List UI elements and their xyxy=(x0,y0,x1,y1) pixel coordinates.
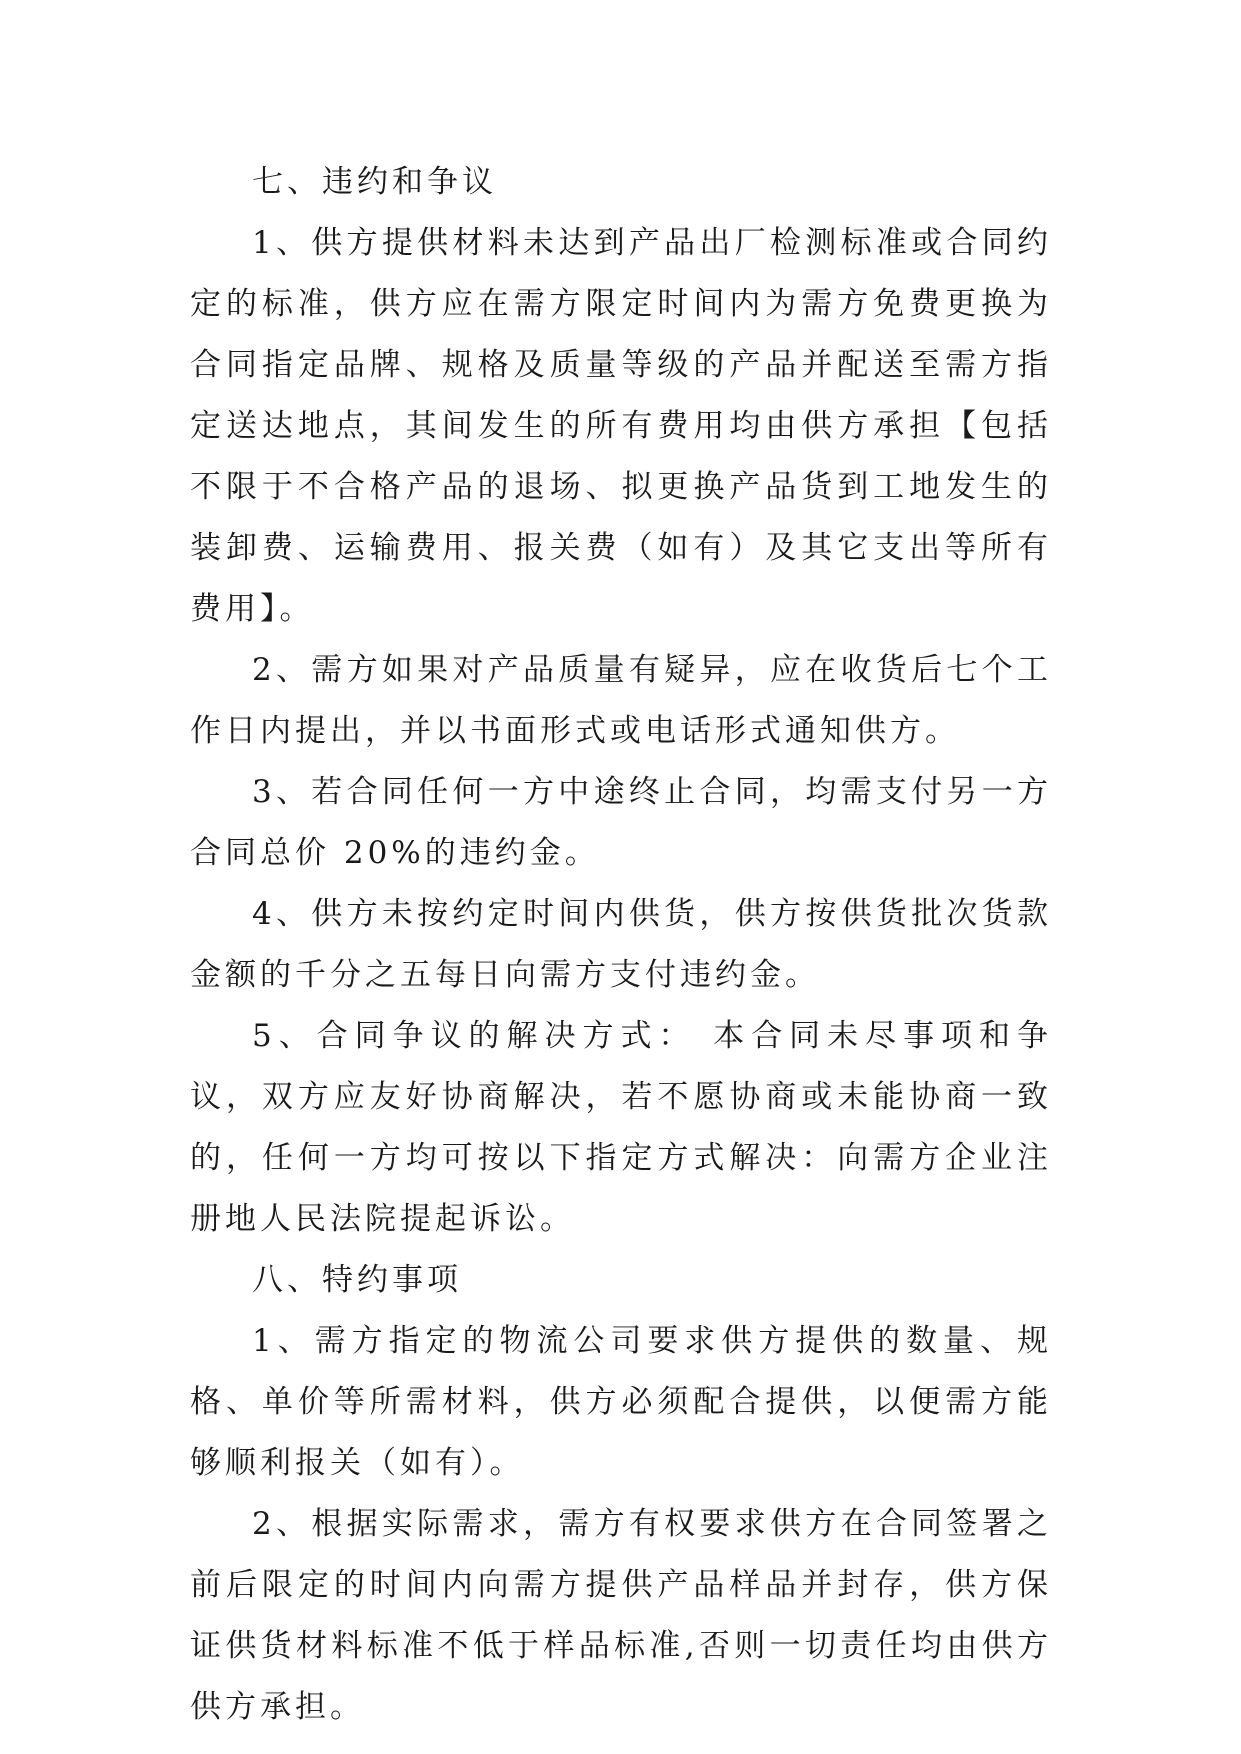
section-8-heading: 八、特约事项 xyxy=(252,1262,462,1298)
section-8-clause-1: 1、需方指定的物流公司要求供方提供的数量、规格、单价等所需材料，供方必须配合提供，以便需方能够顺利报关（如有）。 xyxy=(190,1323,1052,1481)
section-7-clause-5: 5、合同争议的解决方式： 本合同未尽事项和争议，双方应友好协商解决，若不愿协商或未能协商一致的，任何一方均可按以下指定方式解决：向需方企业注册地人民法院提起诉讼。 xyxy=(190,1018,1052,1237)
section-7-clause-2: 2、需方如果对产品质量有疑异，应在收货后七个工作日内提出，并以书面形式或电话形式通知供方。 xyxy=(190,652,1052,749)
document-body xyxy=(190,152,1052,1738)
section-7-heading: 七、违约和争议 xyxy=(252,164,497,200)
section-7-clause-4: 4、供方未按约定时间内供货，供方按供货批次货款金额的千分之五每日向需方支付违约金。 xyxy=(190,896,1052,993)
section-7-clause-1: 1、供方提供材料未达到产品出厂检测标准或合同约定的标准，供方应在需方限定时间内为需方免费更换为合同指定品牌、规格及质量等级的产品并配送至需方指定送达地点，其间发生的所有费用均由供方承担【包括不限于不合格产品的退场、拟更换产品货到工地发生的装卸费、运输费用、报关费（如有）及其它支出等所有费用】。 xyxy=(190,225,1052,627)
section-7-clause-3: 3、若合同任何一方中途终止合同，均需支付另一方合同总价 20%的违约金。 xyxy=(190,774,1052,871)
section-8-clause-2: 2、根据实际需求，需方有权要求供方在合同签署之前后限定的时间内向需方提供产品样品并封存，供方保证供货材料标准不低于样品标准,否则一切责任均由供方供方承担。 xyxy=(190,1506,1052,1725)
